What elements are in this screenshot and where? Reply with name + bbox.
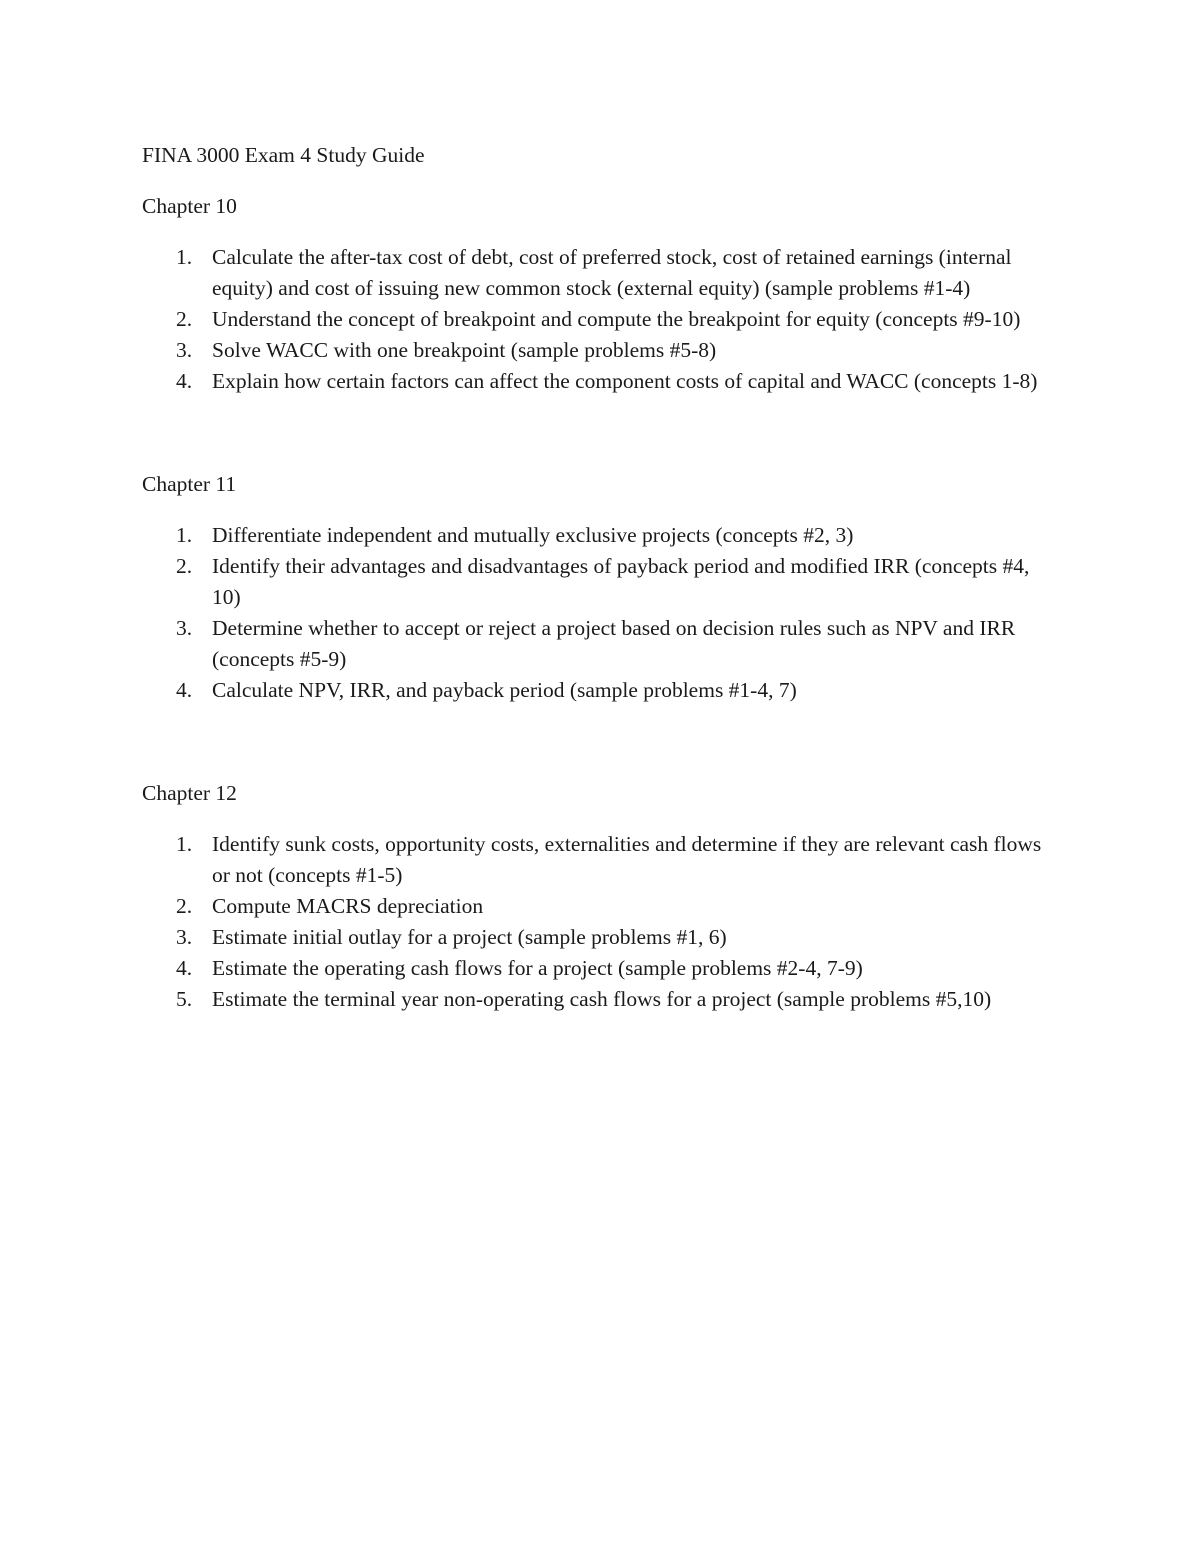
list-item bbox=[142, 304, 1062, 335]
list-item bbox=[142, 520, 1062, 551]
item-number: 4. bbox=[176, 678, 193, 702]
item-text: Identify their advantages and disadvantages of payback period and modified IRR (concepts #4, 10) bbox=[212, 554, 1030, 609]
item-number: 3. bbox=[176, 616, 193, 640]
document-content bbox=[142, 140, 1062, 1015]
item-text: Understand the concept of breakpoint and compute the breakpoint for equity (concepts #9-10) bbox=[212, 307, 1021, 331]
item-number: 3. bbox=[176, 925, 193, 949]
list-item bbox=[142, 613, 1062, 675]
list-item bbox=[142, 551, 1062, 613]
list-item bbox=[142, 335, 1062, 366]
item-number: 3. bbox=[176, 338, 193, 362]
item-text: Solve WACC with one breakpoint (sample problems #5-8) bbox=[212, 338, 717, 362]
item-text: Calculate NPV, IRR, and payback period (sample problems #1-4, 7) bbox=[212, 678, 797, 702]
chapter-10-section bbox=[142, 191, 1062, 397]
objective-list bbox=[142, 520, 1062, 706]
item-number: 5. bbox=[176, 987, 193, 1011]
list-item bbox=[142, 984, 1062, 1015]
item-number: 1. bbox=[176, 832, 193, 856]
objective-list bbox=[142, 829, 1062, 1015]
item-number: 2. bbox=[176, 894, 193, 918]
document-title: FINA 3000 Exam 4 Study Guide bbox=[142, 143, 425, 167]
item-text: Determine whether to accept or reject a project based on decision rules such as NPV and IRR (concepts #5-9) bbox=[212, 616, 1016, 671]
chapter-heading: Chapter 12 bbox=[142, 781, 237, 805]
chapter-12-section bbox=[142, 778, 1062, 1015]
list-item bbox=[142, 953, 1062, 984]
chapter-11-section bbox=[142, 469, 1062, 706]
item-number: 2. bbox=[176, 554, 193, 578]
item-number: 1. bbox=[176, 245, 193, 269]
item-number: 4. bbox=[176, 369, 193, 393]
chapter-heading: Chapter 10 bbox=[142, 194, 237, 218]
objective-list bbox=[142, 242, 1062, 397]
item-text: Estimate the terminal year non-operating cash flows for a project (sample problems #5,10) bbox=[212, 987, 992, 1011]
item-number: 1. bbox=[176, 523, 193, 547]
item-text: Identify sunk costs, opportunity costs, externalities and determine if they are relevant cash flows or not (concepts #1-5) bbox=[212, 832, 1042, 887]
list-item bbox=[142, 922, 1062, 953]
item-text: Estimate the operating cash flows for a project (sample problems #2-4, 7-9) bbox=[212, 956, 863, 980]
item-text: Estimate initial outlay for a project (sample problems #1, 6) bbox=[212, 925, 727, 949]
item-text: Compute MACRS depreciation bbox=[212, 894, 484, 918]
list-item bbox=[142, 242, 1062, 304]
item-text: Differentiate independent and mutually exclusive projects (concepts #2, 3) bbox=[212, 523, 854, 547]
list-item bbox=[142, 366, 1062, 397]
item-number: 4. bbox=[176, 956, 193, 980]
item-number: 2. bbox=[176, 307, 193, 331]
list-item bbox=[142, 829, 1062, 891]
list-item bbox=[142, 675, 1062, 706]
list-item bbox=[142, 891, 1062, 922]
chapter-heading: Chapter 11 bbox=[142, 472, 237, 496]
item-text: Calculate the after-tax cost of debt, cost of preferred stock, cost of retained earnings (internal equity) and cost of issuing new common stock (external equity) (sample problems #1-4) bbox=[212, 245, 1012, 300]
item-text: Explain how certain factors can affect the component costs of capital and WACC (concepts 1-8) bbox=[212, 369, 1038, 393]
